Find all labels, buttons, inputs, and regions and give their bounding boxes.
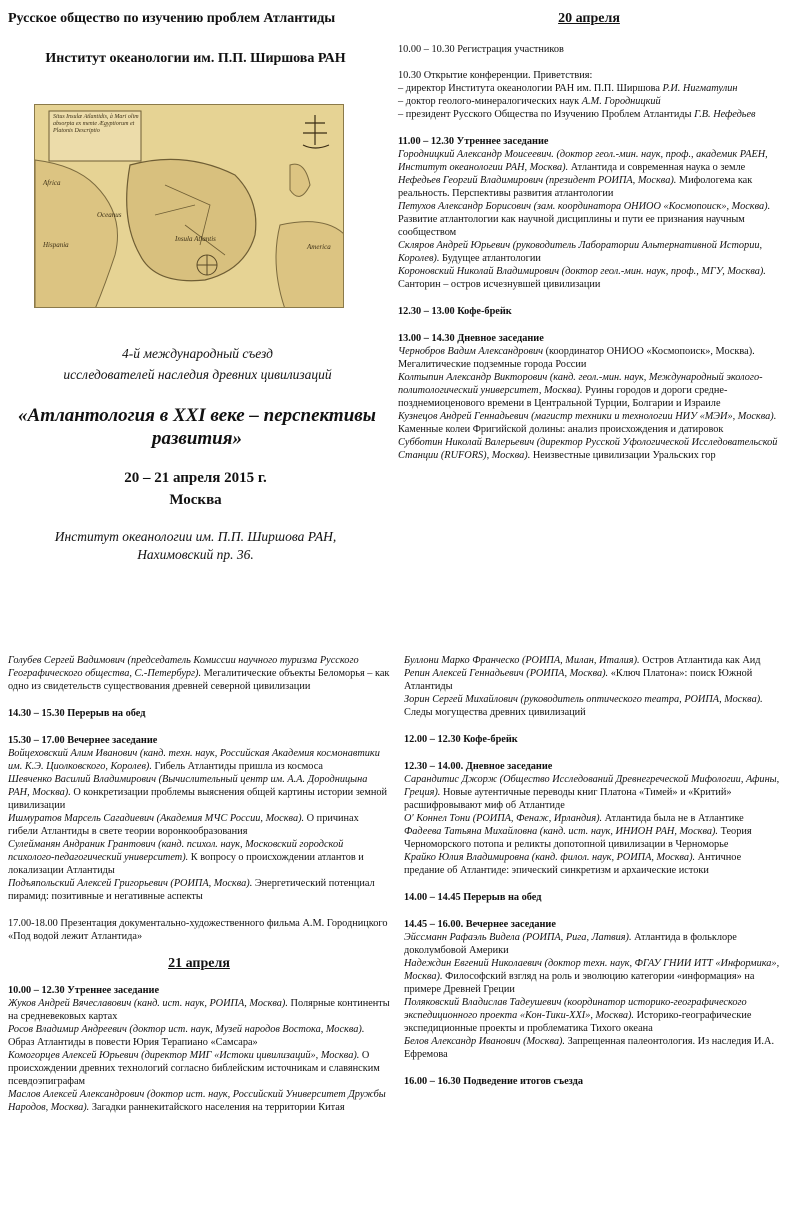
talk: Скляров Андрей Юрьевич (руководитель Лаборатории Альтернативной Истории, Королев). Будущее атлантологии [398,240,763,264]
opening-line: – президент Русского Общества по Изучению Проблем Атлантиды Г.В. Нефедьев [398,109,756,120]
talk: Репин Алексей Геннадьевич (РОИПА, Москва). «Ключ Платона»: поиск Южной Атлантиды [404,668,753,692]
registration: 10.00 – 10.30 Регистрация участников [398,44,564,55]
talk: Белов Александр Иванович (Москва). Запрещенная палеонтология. Из наследия И.А. Ефремова [404,1036,775,1060]
talk: Буллони Марко Франческо (РОИПА, Милан, Италия). Остров Атлантида как Аид [404,655,761,666]
talk: Маслов Алексей Александрович (доктор ист. наук, Российский Университет Дружбы Народов, Москва). Загадки раннекитайского населения на территории Китая [8,1089,386,1113]
talk: Жуков Андрей Вячеславович (канд. ист. наук, РОИПА, Москва). Полярные континенты на средневековых картах [8,998,390,1022]
talk: Субботин Николай Валерьевич (директор Русской Уфологической Исследовательской Станции (RUFORS), Москва). Неизвестные цивилизации Уральских гор [398,437,778,461]
map-label-hispania: Hispania [43,241,69,249]
map-label-atlantis: Insula Atlantis [175,235,216,243]
opening-title: 10.30 Открытие конференции. Приветствия: [398,70,593,81]
venue-line-2: Нахимовский пр. 36. [137,547,254,562]
talk: Кузнецов Андрей Геннадьевич (магистр техники и технологии НИУ «МЭИ», Москва). Каменные колеи Фригийской долины: анализ происхождения и датировок [398,411,777,435]
talk: Фадеева Татьяна Михайловна (канд. ист. наук, ИНИОН РАН, Москва). Теория Черноморского потопа и реликты допотопной цивилизации в Черноморье [404,826,752,850]
atlantis-map-illustration [35,105,344,308]
society-title: Русское общество по изучению проблем Атлантиды [8,11,336,26]
map-label-america: America [307,243,331,251]
talk: Росов Владимир Андреевич (доктор ист. наук, Музей народов Востока, Москва). Образ Атлантиды в повести Юрия Терапиано «Самсара» [8,1024,365,1048]
day1-evening-title: 15.30 – 17.00 Вечернее заседание [8,735,158,746]
venue-line-1: Институт океанологии им. П.П. Ширшова РАН, [54,529,337,544]
film-presentation: 17.00-18.00 Презентация документально-художественного фильма А.М. Городницкого «Под водой лежит Атлантида» [8,918,388,942]
talk: Сулейманян Андраник Грантович (канд. психол. наук, Московский городской психолого-педагогический университет). К вопросу о происхождении атлантов и локализации Атлантиды [8,839,364,876]
map-label-africa: Africa [43,179,61,187]
day1-column [398,12,780,462]
talk: Колтыпин Александр Викторович (канд. геол.-мин. наук, Международный эколого-политологический университет, Москва). Руины городов и дороги средне-позднемиоценового времени в Центральной Турции, Болгарии и Израиле [398,372,763,409]
talk: Надеждин Евгений Николаевич (доктор техн. наук, ФГАУ ГНИИ ИТТ «Информика», Москва). Философский взгляд на роль и эволюцию категории «информация» на примере Древней Греции [404,958,780,995]
institute-title: Институт океанологии им. П.П. Ширшова РАН [45,51,346,66]
talk: Сарандитис Джорж (Общество Исследований Древнегреческой Мифологии, Афины, Греция). Новые аутентичные переводы книг Платона «Тимей» и «Критий» расшифровывают миф об Атлантиде [404,774,780,811]
talk: Эйссманн Рафаэль Видела (РОИПА, Рига, Латвия). Атлантида в фольклоре доколумбовой Америки [404,932,737,956]
day2-lunch: 14.00 – 14.45 Перерыв на обед [404,892,542,903]
talk: Комогорцев Алексей Юрьевич (директор МИГ «Истоки цивилизаций», Москва). О происхождении древних технологий согласно библейским источникам и славянским псевдоэпиграфам [8,1050,380,1087]
talk: Чернобров Вадим Александрович (координатор ОНИОО «Космопоиск», Москва). Мегалитические подземные города России [398,346,755,370]
talk: Нефедьев Георгий Владимирович (президент РОИПА, Москва). Мифологема как реальность. Перспективы развития атлантологии [398,175,753,199]
talk: Подъяпольский Алексей Григорьевич (РОИПА, Москва). Энергетический потенциал пирамид: позитивные и негативные аспекты [8,878,375,902]
day2-heading: 21 апреля [168,956,230,971]
talk: Ишмуратов Марсель Сагадиевич (Академия МЧС России, Москва). О причинах гибели Атлантиды в свете теории воронкообразования [8,813,359,837]
event-city: Москва [169,492,222,508]
atlantis-map [34,104,344,308]
day2-day-session-title: 12.30 – 14.00. Дневное заседание [404,761,553,772]
day1-day-session-title: 13.00 – 14.30 Дневное заседание [398,333,544,344]
talk: Зорин Сергей Михайлович (руководитель оптического театра, РОИПА, Москва). Следы могущества древних цивилизаций [404,694,763,718]
talk: Войцеховский Алим Иванович (канд. техн. наук, Российская Академия космонавтики им. К.Э. Циолковского, Королев). Гибель Атлантиды пришла из космоса [8,748,380,772]
opening-line: – директор Института океанологии РАН им. П.П. Ширшова Р.И. Нигматулин [398,83,738,94]
bottom-left-column [8,654,390,1114]
event-subtitle-1: 4-й международный съезд [122,346,273,361]
talk: Городницкий Александр Моисеевич. (доктор геол.-мин. наук, проф., академик РАЕН, Институт океанологии РАН, Москва). Атлантида и современная наука о земле [398,149,768,173]
talk: Короновский Николай Владимирович (доктор геол.-мин. наук, проф., МГУ, Москва). Санторин – остров исчезнувшей цивилизации [398,266,766,290]
bottom-right-column [404,654,782,1088]
talk: Поляковский Владислав Тадеушевич (координатор историко-географического экспедиционного проекта «Кон-Тики-XXI», Москва). Историко-географические экспедиционные проекты и проблематика Тихого океана [404,997,752,1034]
event-title: «Атлантология в XXI веке – перспективы развития» [18,405,376,449]
day1-morning-title: 11.00 – 12.30 Утреннее заседание [398,136,549,147]
talk: О' Коннел Тони (РОИПА, Фенаж, Ирландия). Атлантида была не в Атлантике [404,813,744,824]
talk: Голубев Сергей Вадимович (председатель Комиссии научного туризма Русского Географического общества, С.-Петербург). Мегалитические объекты Беломорья – как одно из свидетельств существования древней северной цивилизации [8,655,390,692]
day2-closing: 16.00 – 16.30 Подведение итогов съезда [404,1076,583,1087]
day1-lunch: 14.30 – 15.30 Перерыв на обед [8,708,146,719]
event-dates: 20 – 21 апреля 2015 г. [124,470,267,486]
map-label-oceanus: Oceanus [97,211,122,219]
map-cartouche: Situs Insulæ Atlantidis, à Mari olim absorpta ex mente Ægyptiorum et Platonis Descriptio [53,114,139,134]
day1-heading: 20 апреля [558,11,620,26]
event-subtitle-2: исследователей наследия древних цивилизаций [63,367,332,382]
day2-evening-title: 14.45 – 16.00. Вечернее заседание [404,919,556,930]
talk: Шевченко Василий Владимирович (Вычислительный центр им. А.А. Дородницына РАН, Москва). О конкретизации проблемы выяснения общей картины истории земной цивилизации [8,774,388,811]
talk: Крайко Юлия Владимировна (канд. филол. наук, РОИПА, Москва). Античное предание об Атлантиде: эпический синкретизм и архаические истоки [404,852,742,876]
talk: Петухов Александр Борисович (зам. координатора ОНИОО «Космопоиск», Москва). Развитие атлантологии как научной дисциплины и пути ее признания научным сообществом [398,201,771,238]
day2-morning-title: 10.00 – 12.30 Утреннее заседание [8,985,160,996]
day1-coffee: 12.30 – 13.00 Кофе-брейк [398,306,512,317]
opening-line: – доктор геолого-минералогических наук А.М. Городницкий [398,96,661,107]
day2-coffee: 12.00 – 12.30 Кофе-брейк [404,734,518,745]
